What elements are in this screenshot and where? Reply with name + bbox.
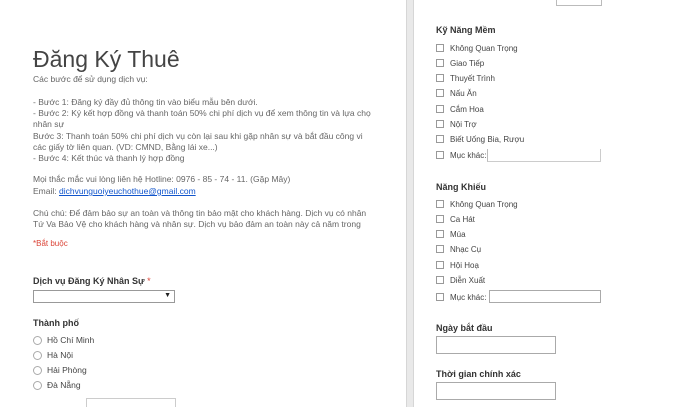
city-option[interactable]: [33, 364, 87, 376]
soft-skill-label: Cắm Hoa: [450, 104, 484, 114]
talent-other-input[interactable]: [489, 290, 601, 303]
soft-skill-option[interactable]: [436, 57, 484, 69]
start-date-input[interactable]: [436, 336, 556, 354]
soft-skill-option[interactable]: [436, 118, 477, 130]
partial-input-field[interactable]: [556, 0, 602, 6]
exact-time-label: Thời gian chính xác: [436, 369, 521, 379]
service-select[interactable]: [33, 290, 175, 303]
checkbox[interactable]: [436, 151, 444, 159]
soft-skill-option[interactable]: [436, 87, 477, 99]
required-note: *Bắt buộc: [33, 239, 68, 248]
checkbox[interactable]: [436, 230, 444, 238]
soft-skill-label: Thuyết Trình: [450, 73, 495, 83]
note-line: Tứ Va Bảo Vệ cho khách hàng và nhân sự. Dịch vụ bảo đảm an toàn này cả năm trong: [33, 219, 361, 229]
soft-skill-label: Không Quan Trọng: [450, 43, 518, 53]
other-label: Mục khác:: [450, 292, 487, 302]
talent-label: Nhạc Cụ: [450, 244, 482, 254]
soft-skill-other-option[interactable]: [436, 149, 486, 161]
checkbox[interactable]: [436, 74, 444, 82]
panel-divider: [406, 0, 414, 407]
checkbox[interactable]: [436, 120, 444, 128]
note-line: Chú chú: Để đảm bảo sự an toàn và thông tin bảo mật cho khách hàng. Dịch vụ có nhân: [33, 208, 367, 218]
radio-button[interactable]: [33, 381, 42, 390]
checkbox[interactable]: [436, 293, 444, 301]
city-option[interactable]: [33, 334, 94, 346]
talent-other-option[interactable]: [436, 291, 486, 303]
checkbox[interactable]: [436, 215, 444, 223]
soft-skills-label: Kỹ Năng Mềm: [436, 25, 496, 35]
step-line: nhân sự: [33, 119, 65, 129]
city-option-label: Hải Phòng: [47, 365, 87, 375]
checkbox[interactable]: [436, 245, 444, 253]
checkbox[interactable]: [436, 261, 444, 269]
step-line: - Bước 2: Ký kết hợp đồng và thanh toán 50% chi phí dịch vụ để xem thông tin và lựa chọ: [33, 108, 371, 118]
step-line: - Bước 4: Kết thúc và thanh lý hợp đồng: [33, 153, 185, 163]
step-line: - Bước 1: Đăng ký đầy đủ thông tin vào biểu mẫu bên dưới.: [33, 97, 258, 107]
start-date-label: Ngày bắt đầu: [436, 323, 493, 333]
checkbox[interactable]: [436, 276, 444, 284]
soft-skill-label: Nấu Ăn: [450, 88, 477, 98]
city-option-label: Hà Nội: [47, 350, 73, 360]
step-line: các giấy tờ liên quan. (VD: CMND, Bằng lái xe...): [33, 142, 218, 152]
page-title: Đăng Ký Thuê: [33, 46, 180, 72]
soft-skill-other-input[interactable]: [487, 149, 601, 162]
city-option[interactable]: [33, 349, 73, 361]
checkbox[interactable]: [436, 59, 444, 67]
talent-label: Múa: [450, 229, 466, 239]
service-question-label: [33, 276, 151, 286]
intro-text: Các bước để sử dụng dịch vụ:: [33, 74, 148, 84]
hotline-text: Mọi thắc mắc vui lòng liên hệ Hotline: 0976 - 85 - 74 - 11. (Gặp Mây): [33, 174, 291, 184]
step-line: Bước 3: Thanh toán 50% chi phí dịch vụ còn lại sau khi gặp nhân sự và bắt đầu công vi: [33, 131, 363, 141]
soft-skill-option[interactable]: [436, 42, 518, 54]
city-option[interactable]: [33, 379, 81, 391]
radio-button[interactable]: [33, 351, 42, 360]
email-line: [33, 186, 196, 197]
checkbox[interactable]: [436, 105, 444, 113]
talent-option[interactable]: [436, 228, 466, 240]
required-asterisk: *: [147, 276, 151, 286]
soft-skill-option[interactable]: [436, 103, 484, 115]
checkbox[interactable]: [436, 135, 444, 143]
dropdown-arrow-icon: ▼: [164, 292, 171, 299]
talent-option[interactable]: [436, 243, 481, 255]
checkbox[interactable]: [436, 44, 444, 52]
email-link[interactable]: dichvunguoiyeuchothue@gmail.com: [58, 186, 196, 196]
soft-skill-label: Giao Tiếp: [450, 58, 485, 68]
city-option-label: Đà Nẵng: [47, 380, 81, 390]
talent-label: Hội Hoạ: [450, 260, 479, 270]
talent-option[interactable]: [436, 274, 485, 286]
talent-label: Không Quan Trọng: [450, 199, 518, 209]
talent-option[interactable]: [436, 259, 479, 271]
soft-skill-option[interactable]: [436, 133, 524, 145]
soft-skill-option[interactable]: [436, 72, 495, 84]
exact-time-input[interactable]: [436, 382, 556, 400]
skills-panel: [414, 0, 680, 407]
talents-label: Năng Khiếu: [436, 182, 487, 192]
city-option-label: Hồ Chí Minh: [47, 335, 95, 345]
talent-option[interactable]: [436, 213, 475, 225]
radio-button[interactable]: [33, 366, 42, 375]
soft-skill-label: Nội Trợ: [450, 119, 477, 129]
checkbox[interactable]: [436, 89, 444, 97]
talent-label: Ca Hát: [450, 214, 475, 224]
partial-input-field[interactable]: [86, 398, 176, 407]
soft-skill-label: Biết Uống Bia, Rượu: [450, 134, 525, 144]
service-label-text: Dịch vụ Đăng Ký Nhân Sự: [33, 276, 145, 286]
talent-option[interactable]: [436, 198, 518, 210]
radio-button[interactable]: [33, 336, 42, 345]
checkbox[interactable]: [436, 200, 444, 208]
other-label: Mục khác:: [450, 150, 487, 160]
talent-label: Diễn Xuất: [450, 275, 486, 285]
city-question-label: Thành phố: [33, 318, 79, 328]
email-label: Email:: [33, 186, 59, 196]
